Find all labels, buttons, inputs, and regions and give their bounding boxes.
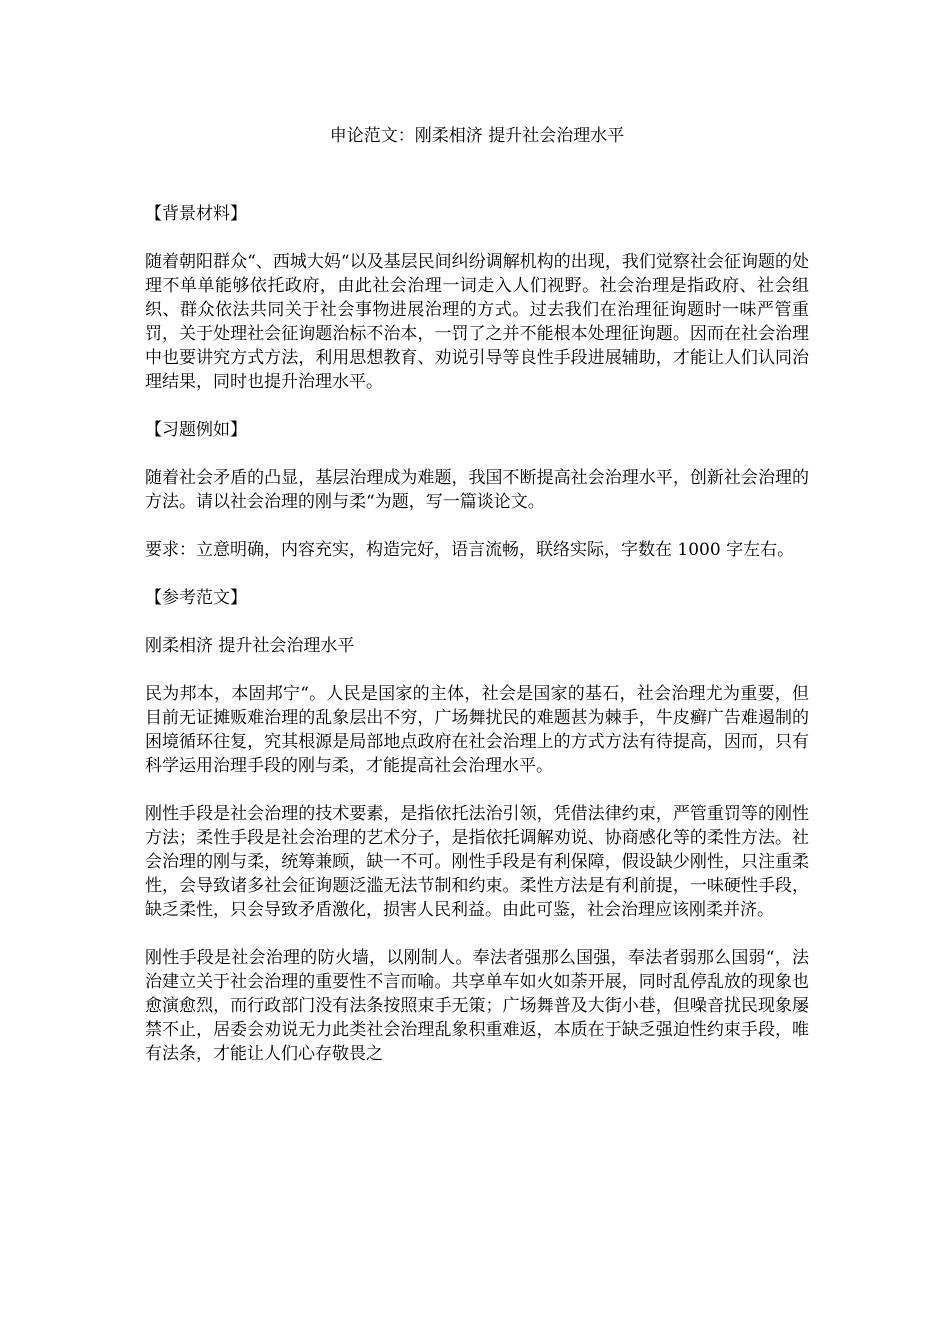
document-page xyxy=(145,124,809,1090)
background-heading: 【背景材料】 xyxy=(145,204,247,224)
requirement-paragraph: 要求：立意明确，内容充实，构造完好，语言流畅，联络实际，字数在 1000 字左右。 xyxy=(145,540,795,560)
question-paragraph: 随着社会矛盾的凸显，基层治理成为难题，我国不断提高社会治理水平，创新社会治理的方法。请以社会治理的刚与柔“为题，写一篇谈论文。 xyxy=(145,468,809,512)
question-heading: 【习题例如】 xyxy=(145,420,247,440)
document-title: 申论范文：刚柔相济 提升社会治理水平 xyxy=(329,126,625,146)
essay-paragraph-2: 刚性手段是社会治理的技术要素，是指依托法治引领，凭借法律约束，严管重罚等的刚性方法；柔性手段是社会治理的艺术分子，是指依托调解劝说、协商感化等的柔性方法。社会治理的刚与柔，统筹兼顾，缺一不可。刚性手段是有利保障，假设缺少刚性，只注重柔性，会导致诸多社会征询题泛滥无法节制和约束。柔性方法是有利前提，一味硬性手段，缺乏柔性，只会导致矛盾激化，损害人民利益。由此可鉴，社会治理应该刚柔并济。 xyxy=(145,804,809,920)
background-paragraph: 随着朝阳群众“、西城大妈“以及基层民间纠纷调解机构的出现，我们觉察社会征询题的处理不单单能够依托政府，由此社会治理一词走入人们视野。社会治理是指政府、社会组织、群众依法共同关于社会事物进展治理的方式。过去我们在治理征询题时一味严管重罚，关于处理社会征询题治标不治本，一罚了之并不能根本处理征询题。因而在社会治理中也要讲究方式方法，利用思想教育、劝说引导等良性手段进展辅助，才能让人们认同治理结果，同时也提升治理水平。 xyxy=(145,252,809,392)
reference-heading: 【参考范文】 xyxy=(145,588,247,608)
essay-paragraph-3: 刚性手段是社会治理的防火墙，以刚制人。奉法者强那么国强，奉法者弱那么国弱“，法治建立关于社会治理的重要性不言而喻。共享单车如火如荼开展，同时乱停乱放的现象也愈演愈烈，而行政部门没有法条按照束手无策；广场舞普及大街小巷，但噪音扰民现象屡禁不止，居委会劝说无力此类社会治理乱象积重难返，本质在于缺乏强迫性约束手段，唯有法条，才能让人们心存敬畏之 xyxy=(145,948,809,1064)
essay-title: 刚柔相济 提升社会治理水平 xyxy=(145,636,355,656)
essay-paragraph-1: 民为邦本，本固邦宁“。人民是国家的主体，社会是国家的基石，社会治理尤为重要，但目前无证摊贩难治理的乱象层出不穷，广场舞扰民的难题甚为棘手，牛皮癣广告难遏制的困境循环往复，究其根源是局部地点政府在社会治理上的方式方法有待提高，因而，只有科学运用治理手段的刚与柔，才能提高社会治理水平。 xyxy=(145,684,809,776)
